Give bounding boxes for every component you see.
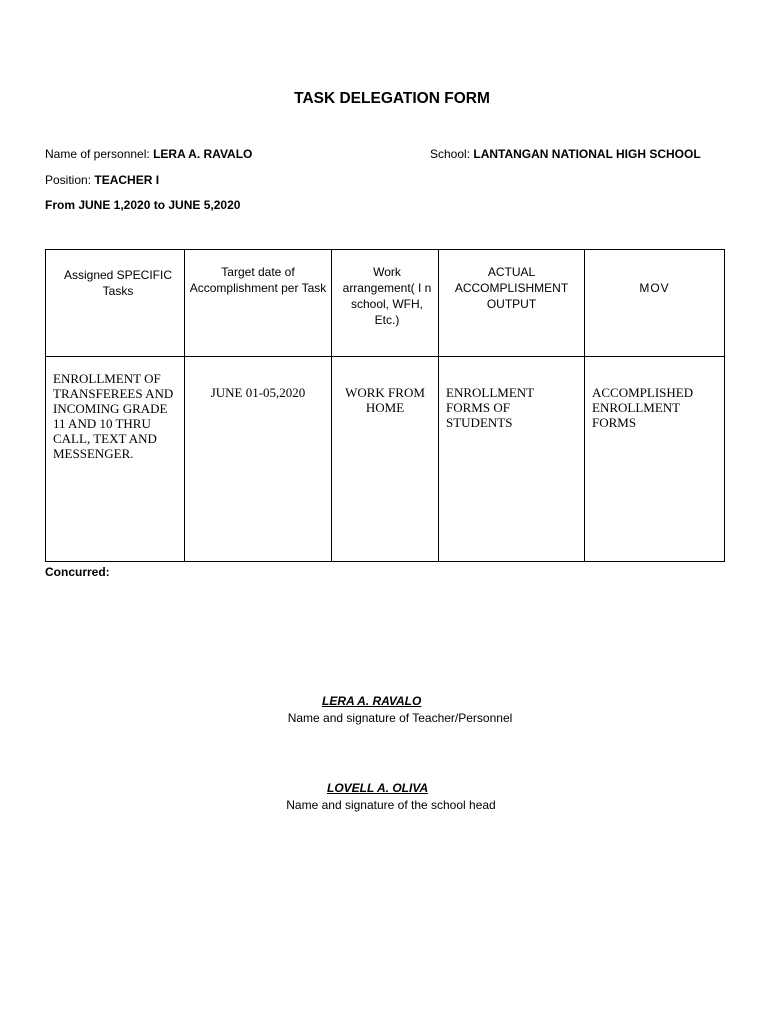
header-actual-output: ACTUAL ACCOMPLISHMENT OUTPUT [439,250,585,357]
table-row [46,357,725,562]
position-value: TEACHER I [94,173,160,187]
position-line [45,173,159,187]
personnel-name-value: LERA A. RAVALO [153,147,253,161]
cell-target-date: JUNE 01-05,2020 [185,357,332,562]
task-table [45,249,725,562]
cell-work-arrangement: WORK FROM HOME [332,357,439,562]
header-target-date: Target date of Accomplishment per Task [185,250,332,357]
page-title: TASK DELEGATION FORM [294,90,490,107]
cell-mov: ACCOMPLISHED ENROLLMENT FORMS [585,357,725,562]
header-work-arrangement: Work arrangement( I n school, WFH, Etc.) [332,250,439,357]
cell-actual-output: ENROLLMENT FORMS OF STUDENTS [439,357,585,562]
personnel-name-line [45,147,252,161]
header-assigned-tasks: Assigned SPECIFIC Tasks [46,250,185,357]
cell-task: ENROLLMENT OF TRANSFEREES AND INCOMING GRADE 11 AND 10 THRU CALL, TEXT AND MESSENGER. [46,357,185,562]
school-head-signature-name: LOVELL A. OLIVA [327,781,429,795]
header-mov: MOV [585,250,725,357]
school-head-signature-caption: Name and signature of the school head [286,798,496,812]
teacher-signature-caption: Name and signature of Teacher/Personnel [287,711,513,725]
school-value: LANTANGAN NATIONAL HIGH SCHOOL [473,147,701,161]
concurred-label: Concurred: [45,565,110,579]
position-label: Position: [45,173,95,187]
school-line [430,147,701,161]
date-range: From JUNE 1,2020 to JUNE 5,2020 [45,198,241,212]
personnel-name-label: Name of personnel: [45,147,154,161]
table-header-row [46,250,725,357]
school-label: School: [430,147,474,161]
teacher-signature-name: LERA A. RAVALO [322,694,422,708]
